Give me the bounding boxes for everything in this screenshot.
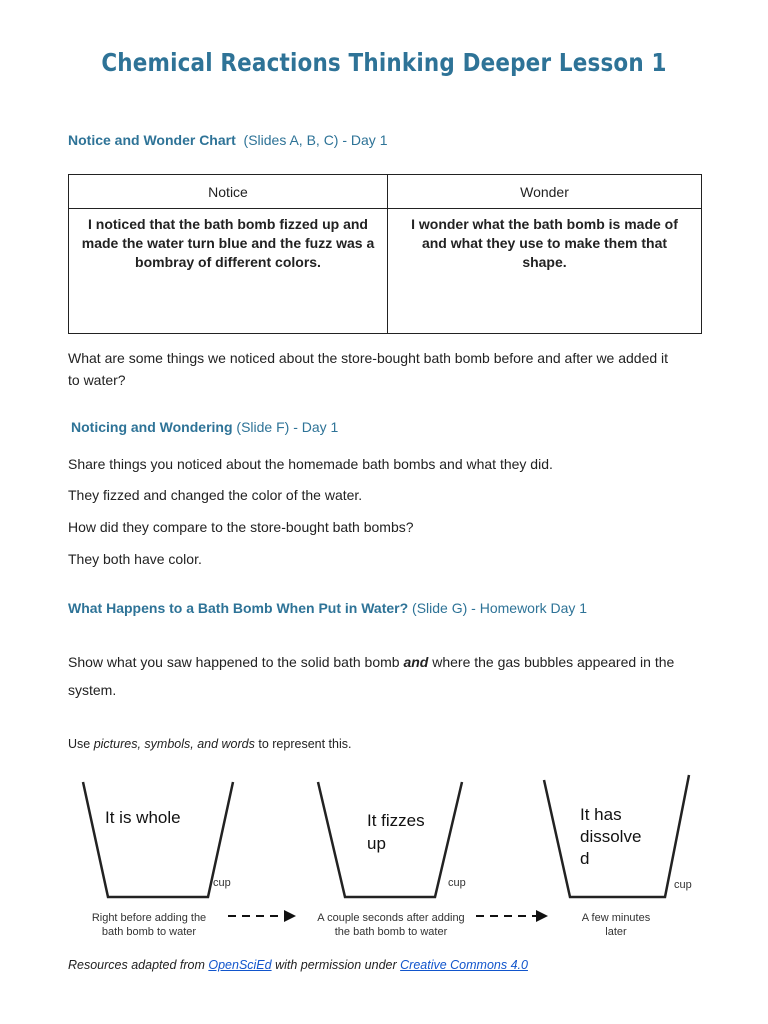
- bath-bomb-diagram[interactable]: [80, 770, 710, 940]
- heading-bold: Noticing and Wondering: [71, 419, 233, 435]
- use-em: pictures, symbols, and words: [93, 737, 255, 751]
- cup-3-label: cup: [674, 879, 692, 891]
- notice-header: Notice: [69, 175, 388, 209]
- noticing-wondering-heading: [71, 419, 338, 435]
- what-happens-heading: [68, 600, 587, 616]
- cup-3-caption-2: later: [605, 926, 627, 938]
- arrow-2-head: [536, 910, 548, 922]
- cup-2-caption-2: the bath bomb to water: [334, 926, 448, 938]
- heading-rest: (Slide F) - Day 1: [232, 419, 339, 435]
- instruction-post: where the gas bubbles appeared in the: [428, 654, 675, 670]
- cup-1-caption-2: bath bomb to water: [101, 926, 197, 938]
- cup-3-text-2: dissolve: [580, 827, 642, 846]
- openscied-link[interactable]: OpenSciEd: [208, 958, 272, 972]
- question-line-1: What are some things we noticed about the store-bought bath bomb before and after we added it: [68, 350, 669, 366]
- arrow-1-head: [284, 910, 296, 922]
- cup-2-caption-1: A couple seconds after adding: [317, 912, 465, 924]
- notice-wonder-heading: [68, 132, 387, 148]
- section2-line-4[interactable]: They both have color.: [68, 551, 202, 567]
- instruction-pre: Show what you saw happened to the solid bath bomb: [68, 654, 404, 670]
- creative-commons-link[interactable]: Creative Commons 4.0: [400, 958, 528, 972]
- cup-1-label: cup: [213, 877, 231, 889]
- heading-rest: (Slides A, B, C) - Day 1: [235, 132, 388, 148]
- cup-3-text-3: d: [580, 849, 590, 868]
- cup-3-caption-1: A few minutes: [581, 912, 651, 924]
- cup-1-caption-1: Right before adding the: [91, 912, 207, 924]
- footer-mid: with permission under: [271, 958, 401, 972]
- use-post: to represent this.: [254, 737, 352, 751]
- store-bought-question: [68, 347, 668, 391]
- cup-3-text-1: It has: [580, 805, 622, 824]
- use-instruction: [68, 733, 351, 755]
- footer-pre: Resources adapted from: [68, 958, 209, 972]
- wonder-header: Wonder: [388, 175, 702, 209]
- cup-2-text-1: It fizzes: [367, 811, 425, 830]
- section2-line-2[interactable]: They fizzed and changed the color of the water.: [68, 487, 363, 503]
- instruction-em: and: [403, 654, 429, 670]
- cup-2-outline: [318, 782, 462, 897]
- section2-line-3: How did they compare to the store-bought bath bombs?: [68, 519, 414, 535]
- notice-cell[interactable]: I noticed that the bath bomb fizzed up and made the water turn blue and the fuzz was a bombray of different colors.: [69, 209, 388, 334]
- instruction: [68, 648, 674, 704]
- resources-footer: [68, 958, 528, 972]
- question-line-2: to water?: [68, 372, 126, 388]
- wonder-cell[interactable]: I wonder what the bath bomb is made of and what they use to make them that shape.: [388, 209, 702, 334]
- notice-wonder-table: [68, 174, 702, 334]
- page-title: Chemical Reactions Thinking Deeper Lesson 1: [101, 48, 667, 77]
- heading-bold: What Happens to a Bath Bomb When Put in Water?: [68, 600, 409, 616]
- cup-2-text-2: up: [367, 834, 386, 853]
- cup-1-outline: [83, 782, 233, 897]
- cup-2-label: cup: [448, 877, 466, 889]
- cup-1-text: It is whole: [105, 808, 181, 827]
- heading-bold: Notice and Wonder Chart: [68, 132, 236, 148]
- heading-rest: (Slide G) - Homework Day 1: [408, 600, 588, 616]
- use-pre: Use: [68, 737, 94, 751]
- section2-line-1: Share things you noticed about the homemade bath bombs and what they did.: [68, 456, 553, 472]
- instruction-line-2: system.: [68, 682, 117, 698]
